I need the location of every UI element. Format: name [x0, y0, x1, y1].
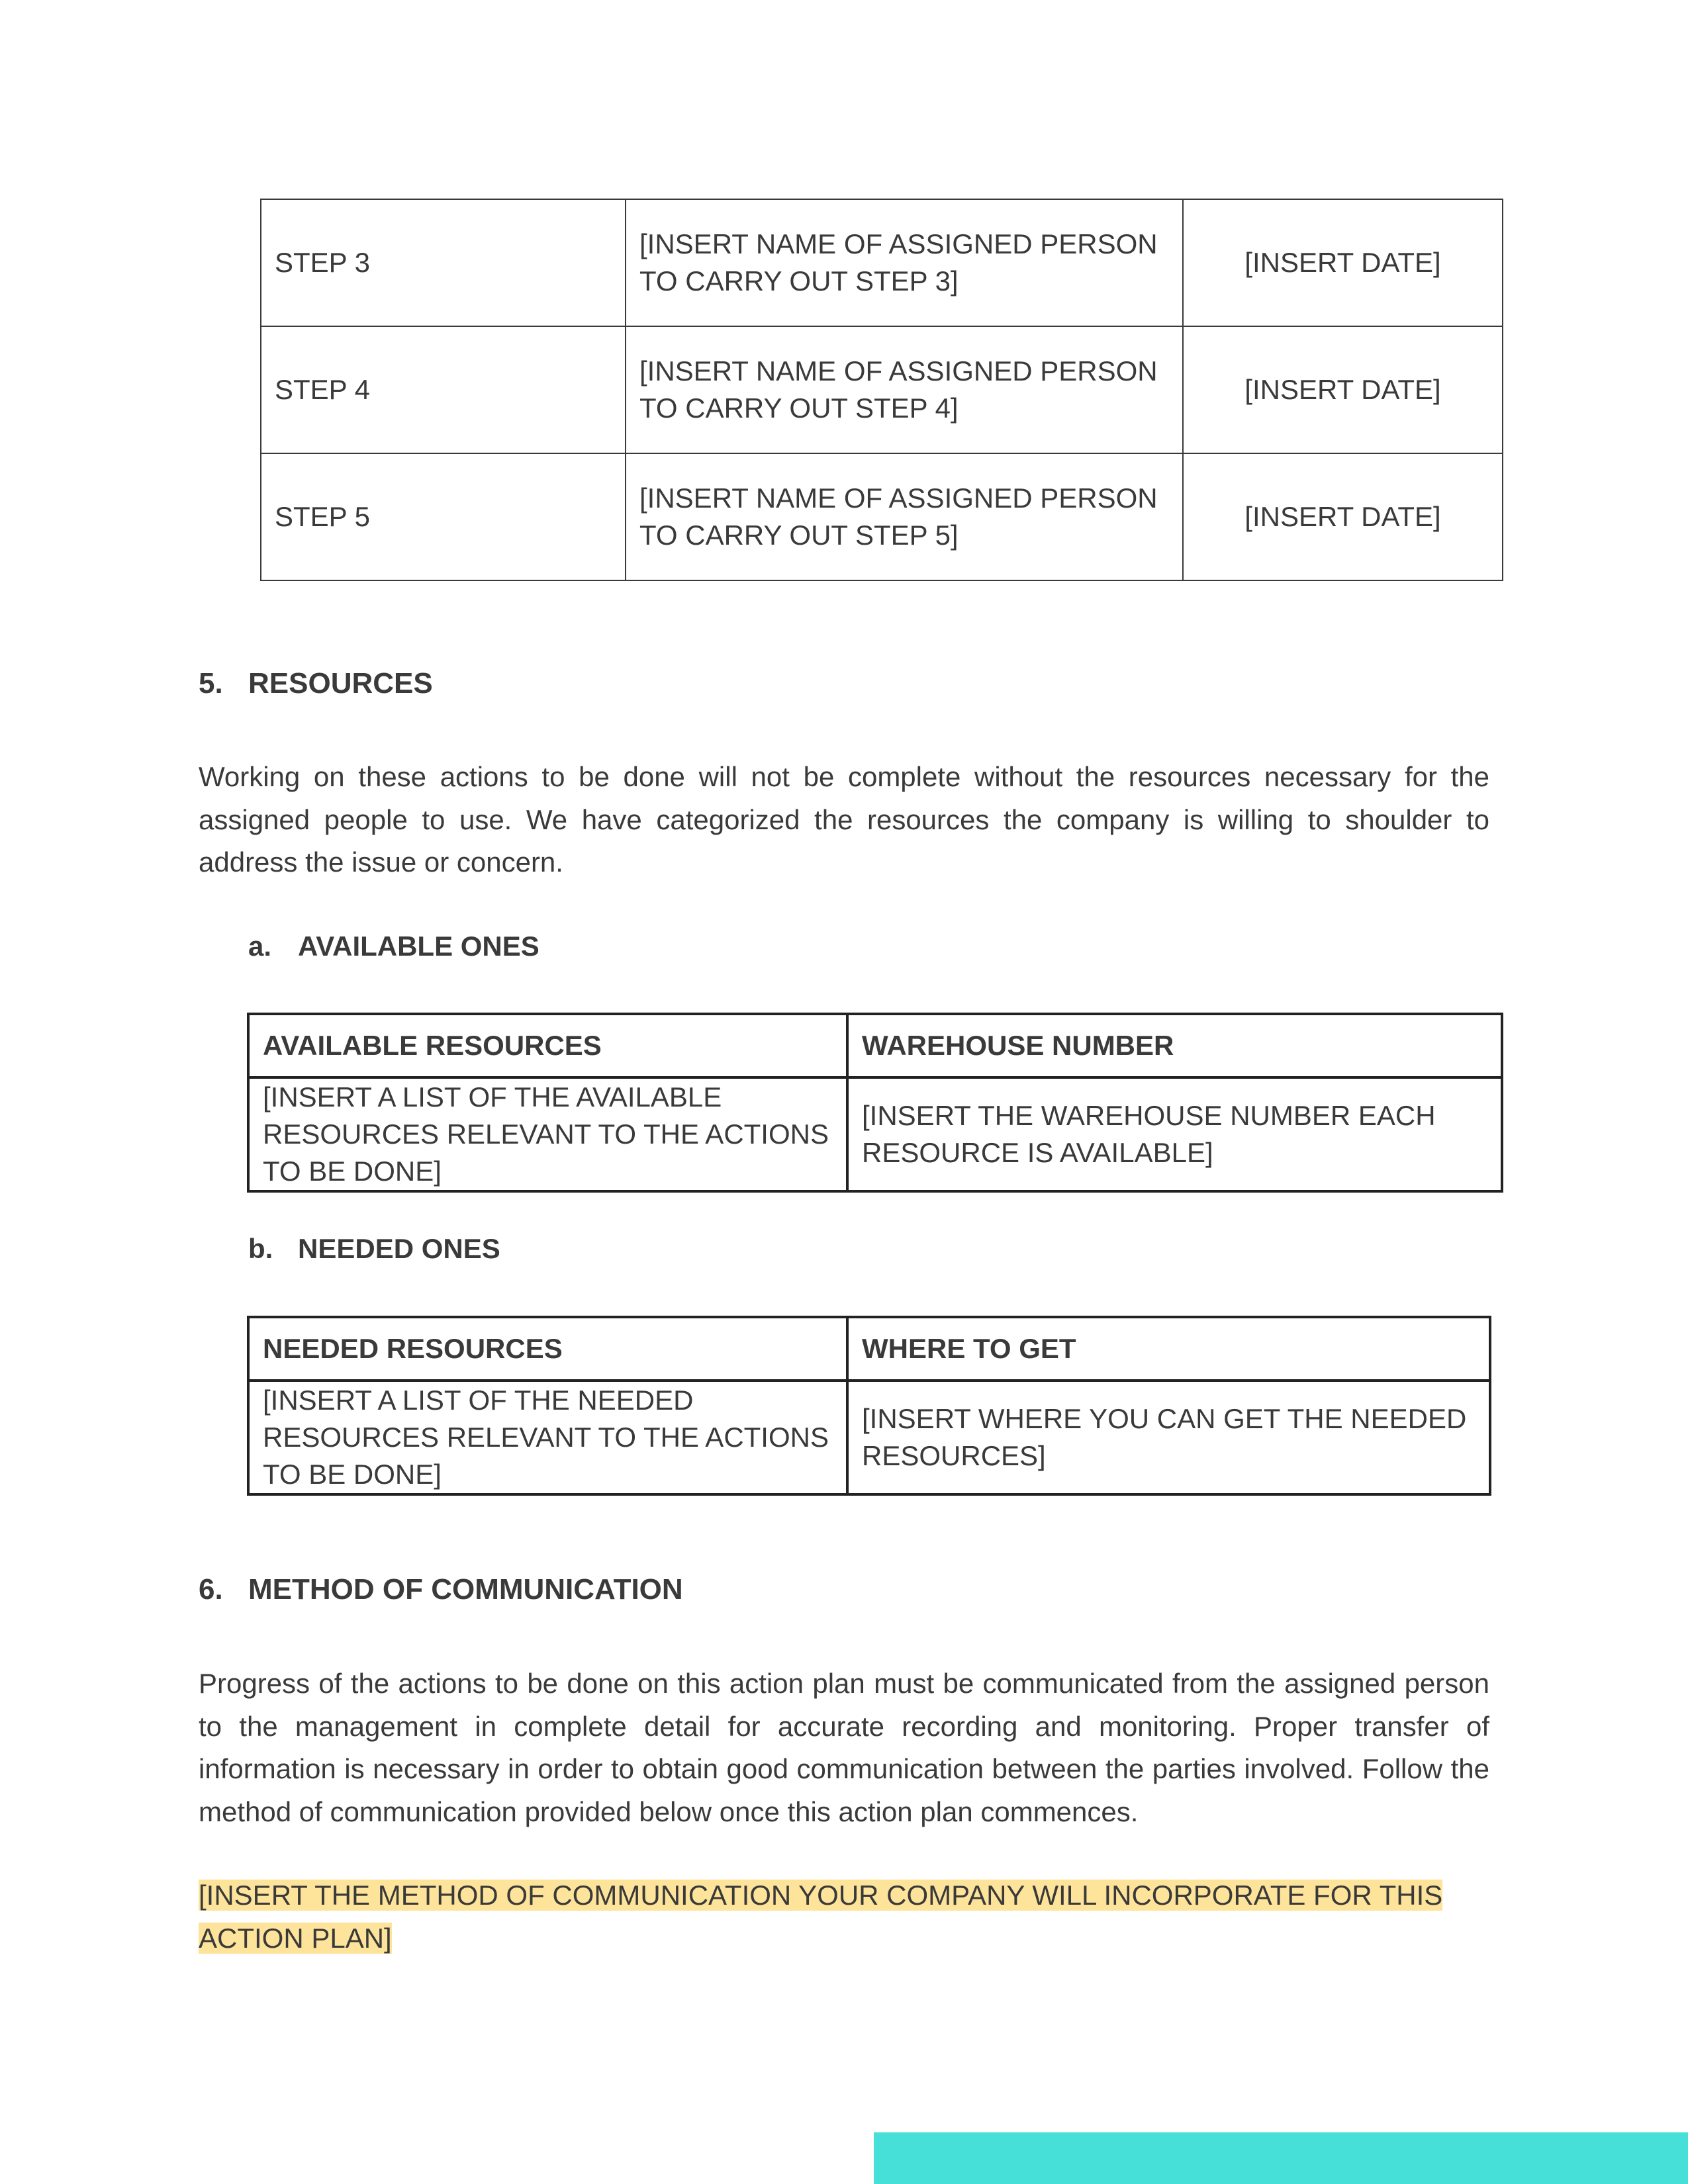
date-cell: [INSERT DATE] — [1183, 326, 1503, 453]
subsection-letter: a. — [248, 931, 272, 962]
section-number: 5. — [199, 667, 223, 700]
section-title: METHOD OF COMMUNICATION — [248, 1573, 683, 1606]
table-cell: [INSERT A LIST OF THE AVAILABLE RESOURCES RELEVANT TO THE ACTIONS TO BE DONE] — [248, 1077, 847, 1191]
assigned-person-cell: [INSERT NAME OF ASSIGNED PERSON TO CARRY OUT STEP 4] — [626, 326, 1183, 453]
table-cell: [INSERT A LIST OF THE NEEDED RESOURCES RELEVANT TO THE ACTIONS TO BE DONE] — [248, 1381, 847, 1494]
needed-resources-table — [247, 1316, 1491, 1496]
table-header-row — [248, 1014, 1502, 1077]
available-ones-heading — [248, 931, 539, 962]
section-6-heading — [199, 1573, 683, 1606]
table-row — [248, 1381, 1490, 1494]
table-cell: [INSERT WHERE YOU CAN GET THE NEEDED RESOURCES] — [847, 1381, 1490, 1494]
resources-paragraph: Working on these actions to be done will not be complete without the resources necessary for the assigned people to use. We have categorized the resources the company is willing to shoulder to address the issue or concern. — [199, 761, 1489, 878]
table-header-row — [248, 1317, 1490, 1381]
table-row — [248, 1077, 1502, 1191]
table-row — [261, 326, 1503, 453]
needed-ones-heading — [248, 1233, 500, 1265]
column-header: WHERE TO GET — [847, 1317, 1490, 1381]
footer-accent-bar — [874, 2132, 1688, 2184]
subsection-title: NEEDED ONES — [298, 1233, 500, 1264]
column-header: WAREHOUSE NUMBER — [847, 1014, 1502, 1077]
table-row — [261, 453, 1503, 580]
table-row — [261, 199, 1503, 326]
date-cell: [INSERT DATE] — [1183, 199, 1503, 326]
section-5-heading — [199, 667, 433, 700]
assigned-person-cell: [INSERT NAME OF ASSIGNED PERSON TO CARRY OUT STEP 5] — [626, 453, 1183, 580]
step-cell: STEP 4 — [261, 326, 626, 453]
step-cell: STEP 5 — [261, 453, 626, 580]
section-number: 6. — [199, 1573, 223, 1606]
section-title: RESOURCES — [248, 667, 433, 700]
steps-table — [260, 199, 1503, 581]
communication-paragraph: Progress of the actions to be done on this action plan must be communicated from the assigned person to the management in complete detail for accurate recording and monitoring. Proper transfer of information is necessary in order to obtain good communication between the parties involved. Follow the method of communication provided below once this action plan commences. — [199, 1668, 1489, 1827]
date-cell: [INSERT DATE] — [1183, 453, 1503, 580]
assigned-person-cell: [INSERT NAME OF ASSIGNED PERSON TO CARRY OUT STEP 3] — [626, 199, 1183, 326]
highlighted-placeholder-text: [INSERT THE METHOD OF COMMUNICATION YOUR COMPANY WILL INCORPORATE FOR THIS ACTION PLAN] — [199, 1880, 1443, 1954]
method-placeholder — [199, 1874, 1496, 1960]
step-cell: STEP 3 — [261, 199, 626, 326]
column-header: NEEDED RESOURCES — [248, 1317, 847, 1381]
column-header: AVAILABLE RESOURCES — [248, 1014, 847, 1077]
subsection-title: AVAILABLE ONES — [298, 931, 539, 962]
available-resources-table — [247, 1013, 1503, 1193]
table-cell: [INSERT THE WAREHOUSE NUMBER EACH RESOURCE IS AVAILABLE] — [847, 1077, 1502, 1191]
subsection-letter: b. — [248, 1233, 273, 1264]
